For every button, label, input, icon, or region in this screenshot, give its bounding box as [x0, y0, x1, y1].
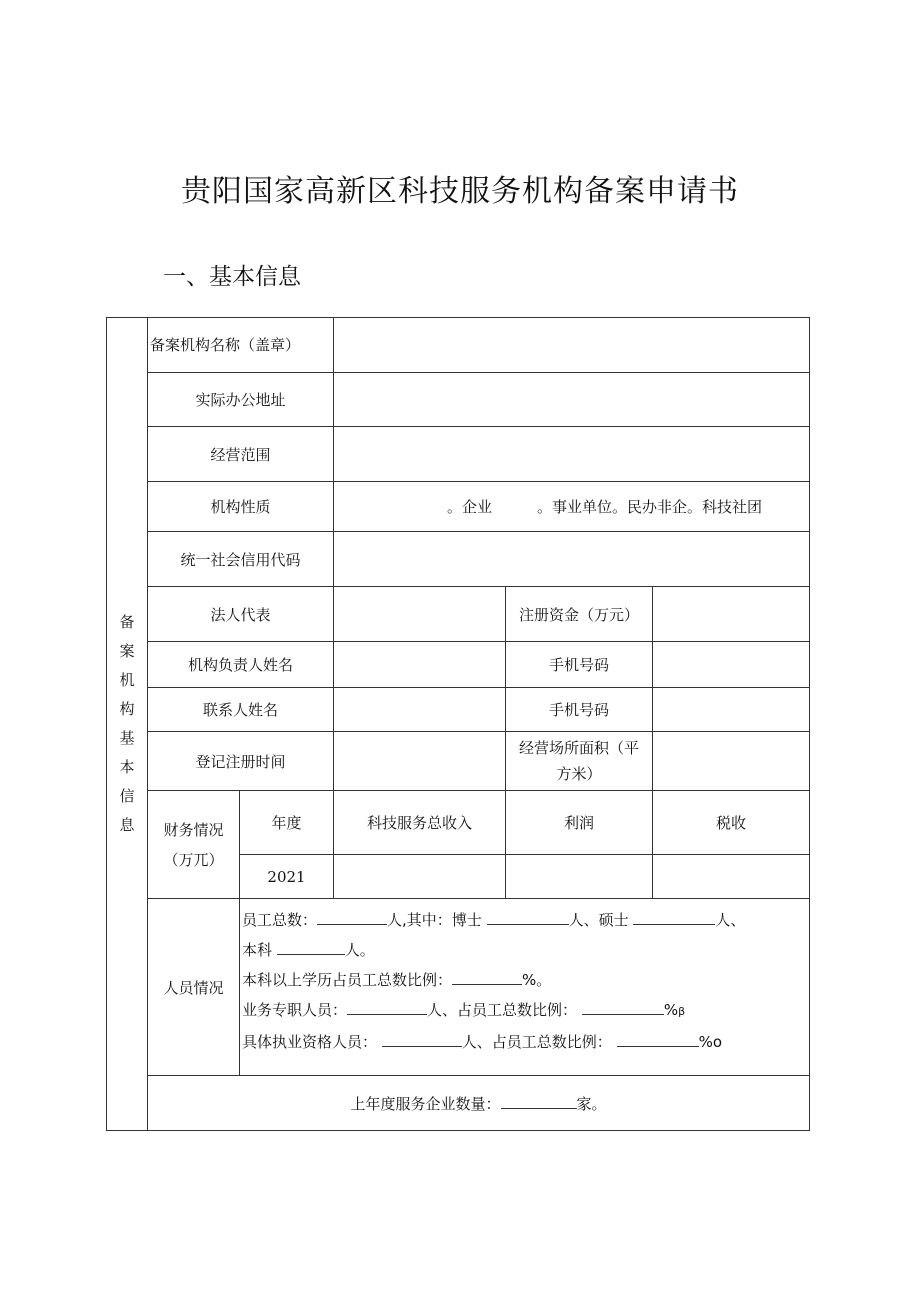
contact-name-label: 联系人姓名 [148, 688, 334, 732]
fulltime-staff-blank[interactable] [347, 1000, 427, 1015]
area-field[interactable] [653, 732, 810, 791]
area-label [506, 732, 653, 791]
address-label: 实际办公地址 [148, 373, 334, 427]
nature-label: 机构性质 [148, 482, 334, 532]
head-name-field[interactable] [334, 642, 506, 688]
reg-capital-field[interactable] [653, 587, 810, 642]
side-label-char: 基 [119, 729, 135, 747]
legal-rep-label: 法人代表 [148, 587, 334, 642]
finance-income-field[interactable] [334, 855, 506, 899]
reg-time-label: 登记注册时间 [148, 732, 334, 791]
reg-time-field[interactable] [334, 732, 506, 791]
credit-code-label: 统一社会信用代码 [148, 532, 334, 587]
credit-code-field[interactable] [334, 532, 810, 587]
side-label-char: 信 [119, 787, 135, 805]
staff-line-4: 业务专职人员： 人、占员工总数比例： %β [242, 1001, 686, 1019]
basic-info-table [106, 317, 810, 1131]
phone-label-2: 手机号码 [506, 688, 653, 732]
fulltime-ratio-blank[interactable] [582, 1000, 664, 1015]
licensed-ratio-blank[interactable] [617, 1032, 699, 1047]
finance-label-line2: （万兀） [163, 850, 224, 869]
side-label-char: 本 [119, 758, 135, 776]
master-blank[interactable] [633, 910, 715, 925]
scope-field[interactable] [334, 427, 810, 482]
staff-line-3: 本科以上学历占员工总数比例： %。 [242, 971, 552, 989]
degree-ratio-blank[interactable] [452, 970, 522, 985]
reg-capital-label: 注册资金（万元） [506, 587, 653, 642]
staff-line-1: 员工总数： 人,其中：博士 人、硕士 人、 [242, 911, 746, 929]
contact-name-field[interactable] [334, 688, 506, 732]
bachelor-blank[interactable] [277, 940, 345, 955]
service-count-row: 上年度服务企业数量： 家。 [148, 1076, 810, 1131]
side-label-cell [107, 318, 148, 1131]
service-count-blank[interactable] [501, 1094, 577, 1109]
side-label-char: 息 [119, 816, 135, 834]
finance-tax-field[interactable] [653, 855, 810, 899]
side-label-char: 备 [119, 613, 135, 631]
licensed-staff-blank[interactable] [382, 1032, 462, 1047]
staff-label: 人员情况 [148, 899, 240, 1076]
org-name-field[interactable] [334, 318, 810, 373]
document-title: 贵阳国家高新区科技服务机构备案申请书 [181, 174, 739, 209]
area-label-line1: 经营场所面积（平 [519, 739, 640, 757]
head-name-label: 机构负责人姓名 [148, 642, 334, 688]
address-field[interactable] [334, 373, 810, 427]
scope-label: 经营范围 [148, 427, 334, 482]
finance-profit-field[interactable] [506, 855, 653, 899]
side-label-char: 构 [119, 700, 135, 718]
nature-options[interactable]: 。企业 。事业单位。民办非企。科技社团 [334, 482, 810, 532]
finance-header-income: 科技服务总收入 [334, 791, 506, 855]
finance-header-tax: 税收 [653, 791, 810, 855]
total-staff-blank[interactable] [317, 910, 387, 925]
staff-line-5: 具体执业资格人员： 人、占员工总数比例： %o [242, 1033, 723, 1051]
finance-label [148, 791, 240, 899]
side-label-char: 案 [119, 642, 135, 660]
finance-label-line1: 财务情况 [163, 820, 224, 839]
phone-field-1[interactable] [653, 642, 810, 688]
finance-header-year: 年度 [240, 791, 334, 855]
finance-header-profit: 利润 [506, 791, 653, 855]
finance-year: 2021 [240, 855, 334, 899]
area-label-line2: 方米） [556, 765, 602, 783]
staff-line-2: 本科 人。 [242, 941, 375, 959]
section-heading: 一、基本信息 [163, 264, 301, 290]
phone-label-1: 手机号码 [506, 642, 653, 688]
legal-rep-field[interactable] [334, 587, 506, 642]
phone-field-2[interactable] [653, 688, 810, 732]
org-name-label: 备案机构名称（盖章） [148, 318, 334, 373]
phd-blank[interactable] [487, 910, 569, 925]
staff-details [240, 899, 810, 1076]
side-label-char: 机 [119, 671, 135, 689]
